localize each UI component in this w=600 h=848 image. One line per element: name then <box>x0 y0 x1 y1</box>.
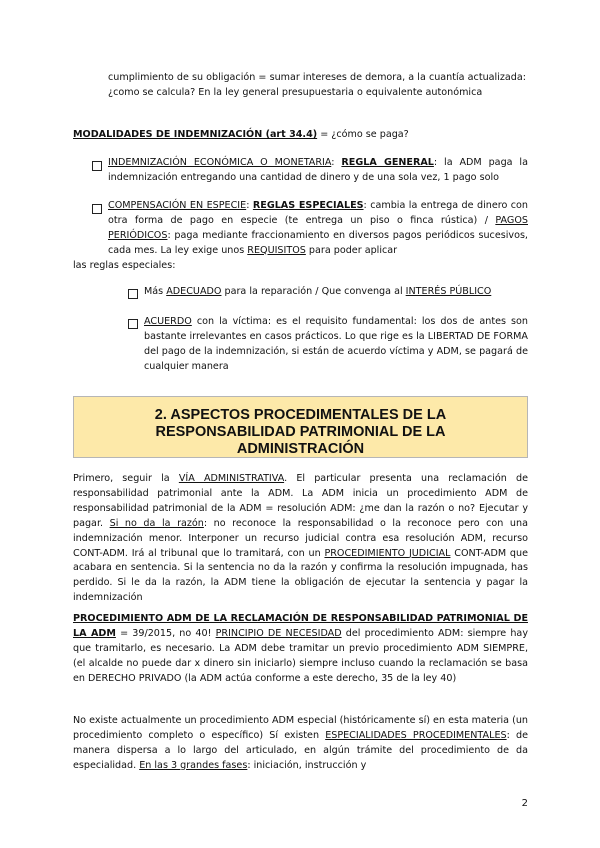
modalidades-title: MODALIDADES DE INDEMNIZACIÓN (art 34.4) <box>73 129 318 140</box>
para1-t3: : no reconoce la responsabilidad o la reconoce pero con una indemnización menor. Interponer un recurso judicial contra esa resolución ADM, recurso CONT-ADM. Irá al tribunal que lo tramitará, con un <box>73 517 528 559</box>
paragraph-procedimiento-adm <box>73 612 528 687</box>
item2-label2: PAGOS PERIÓDICOS <box>108 214 528 241</box>
item1-rule: REGLA GENERAL <box>341 157 434 168</box>
modalidades-suffix: = ¿cómo se paga? <box>317 129 409 140</box>
item2-continuation: las reglas especiales: <box>73 260 176 271</box>
item2-text2: : paga mediante fraccionamiento en diversos pagos periódicos sucesivos, cada mes. La ley exige unos <box>108 229 528 256</box>
checkbox-icon <box>92 204 102 214</box>
para3-t2: : de manera dispersa a lo largo del articulado, en algún trámite del procedimiento de da especialidad. <box>73 729 528 771</box>
para3-u1: ESPECIALIDADES PROCEDIMENTALES <box>325 729 507 741</box>
para3-u2: En las 3 grandes fases <box>139 759 248 771</box>
item2-sep: : <box>246 200 253 211</box>
item2-text: : cambia la entrega de dinero con otra forma de pago en especie (te entrega un piso o finca rústica) / <box>108 200 528 226</box>
item2-label3: REQUISITOS <box>247 244 306 256</box>
heading-line-2: RESPONSABILIDAD PATRIMONIAL DE LA <box>155 424 446 440</box>
paragraph-via-administrativa <box>73 472 528 606</box>
sub-item-acuerdo <box>144 315 528 375</box>
heading-line-3: ADMINISTRACIÓN <box>236 441 365 457</box>
para2-t2: del procedimiento ADM: siempre hay que tramitarlo, es necesario. La ADM debe tramitar un previo procedimiento ADM SIEMPRE, (el alcalde no puede dar x dinero sin iniciarlo) siempre incluso cuando la reclamación se basa en DERECHO PRIVADO (la ADM actúa conforme a este derecho, 35 de la ley 40) <box>73 627 528 684</box>
para2-t1: = 39/2015, no 40! <box>115 627 216 639</box>
para3-t1: No existe actualmente un procedimiento ADM especial (históricamente sí) en esta materia (un procedimiento completo o específico) Sí existen <box>73 715 529 741</box>
paragraph-especialidades <box>73 714 528 774</box>
para2-b1: PROCEDIMIENTO ADM DE LA RECLAMACIÓN DE RESPONSABILIDAD PATRIMONIAL DE LA ADM <box>73 613 528 639</box>
checkbox-icon <box>128 319 138 329</box>
sub1-pre: Más <box>144 286 167 297</box>
list-item-indemnizacion-economica <box>108 156 528 186</box>
modalidades-heading <box>73 128 533 143</box>
item2-label: COMPENSACIÓN EN ESPECIE <box>108 200 247 211</box>
heading-line-1: 2. ASPECTOS PROCEDIMENTALES DE LA <box>154 407 447 423</box>
para2-u1: PRINCIPIO DE NECESIDAD <box>215 627 342 639</box>
item2-rule: REGLAS ESPECIALES <box>252 200 364 211</box>
item1-text: : la ADM paga la indemnización entregando una cantidad de dinero y de una sola vez, 1 pago solo <box>108 157 528 183</box>
para1-t1: Primero, seguir la <box>73 473 179 484</box>
sub2-text: con la víctima: es el requisito fundamental: los dos de antes son bastante irrelevantes en casos prácticos. Lo que rige es la LIBERTAD DE FORMA del pago de la indemnización, si están de acuerdo víctima y ADM, se pagará de cualquier manera <box>144 316 528 372</box>
para1-t4: CONT-ADM que acabara en sentencia. Si la sentencia no da la razón y confirma la resolución impugnada, has perdido. Si le da la razón, la ADM tiene la obligación de ejecutar la sentencia y pagar la indemnización <box>73 547 528 604</box>
sub2-u1: ACUERDO <box>144 316 192 327</box>
para1-t2: . El particular presenta una reclamación de responsabilidad patrimonial ante la ADM. La ADM inicia un procedimiento ADM de responsabilidad patrimonial de la ADM = resolución ADM: ¿me dan la razón o no? Ejecutar y pagar. <box>73 473 528 529</box>
page-number: 2 <box>521 798 528 809</box>
sub1-u2: INTERÉS PÚBLICO <box>405 286 492 297</box>
para1-u1: VÍA ADMINISTRATIVA <box>178 473 285 484</box>
section-heading <box>73 396 528 458</box>
checkbox-icon <box>92 161 102 171</box>
item1-label: INDEMNIZACIÓN ECONÓMICA O MONETARIA <box>108 157 332 168</box>
list-item-compensacion-especie <box>108 199 528 259</box>
para1-u3: PROCEDIMIENTO JUDICIAL <box>324 547 451 559</box>
para1-u2: Si no da la razón <box>109 517 204 529</box>
sub-item-adecuado <box>144 285 528 300</box>
intro-text: cumplimiento de su obligación = sumar intereses de demora, a la cuantía actualizada: ¿como se calcula? En la ley general presupuestaria o equivalente autonómica <box>108 72 526 98</box>
sub1-mid: para la reparación / Que convenga al <box>221 286 406 297</box>
sub1-u1: ADECUADO <box>166 286 222 297</box>
checkbox-icon <box>128 289 138 299</box>
item2-text3: para poder aplicar <box>305 244 398 256</box>
item1-sep: : <box>331 157 342 168</box>
para3-t3: : iniciación, instrucción y <box>247 759 367 771</box>
intro-continuation <box>108 71 526 101</box>
